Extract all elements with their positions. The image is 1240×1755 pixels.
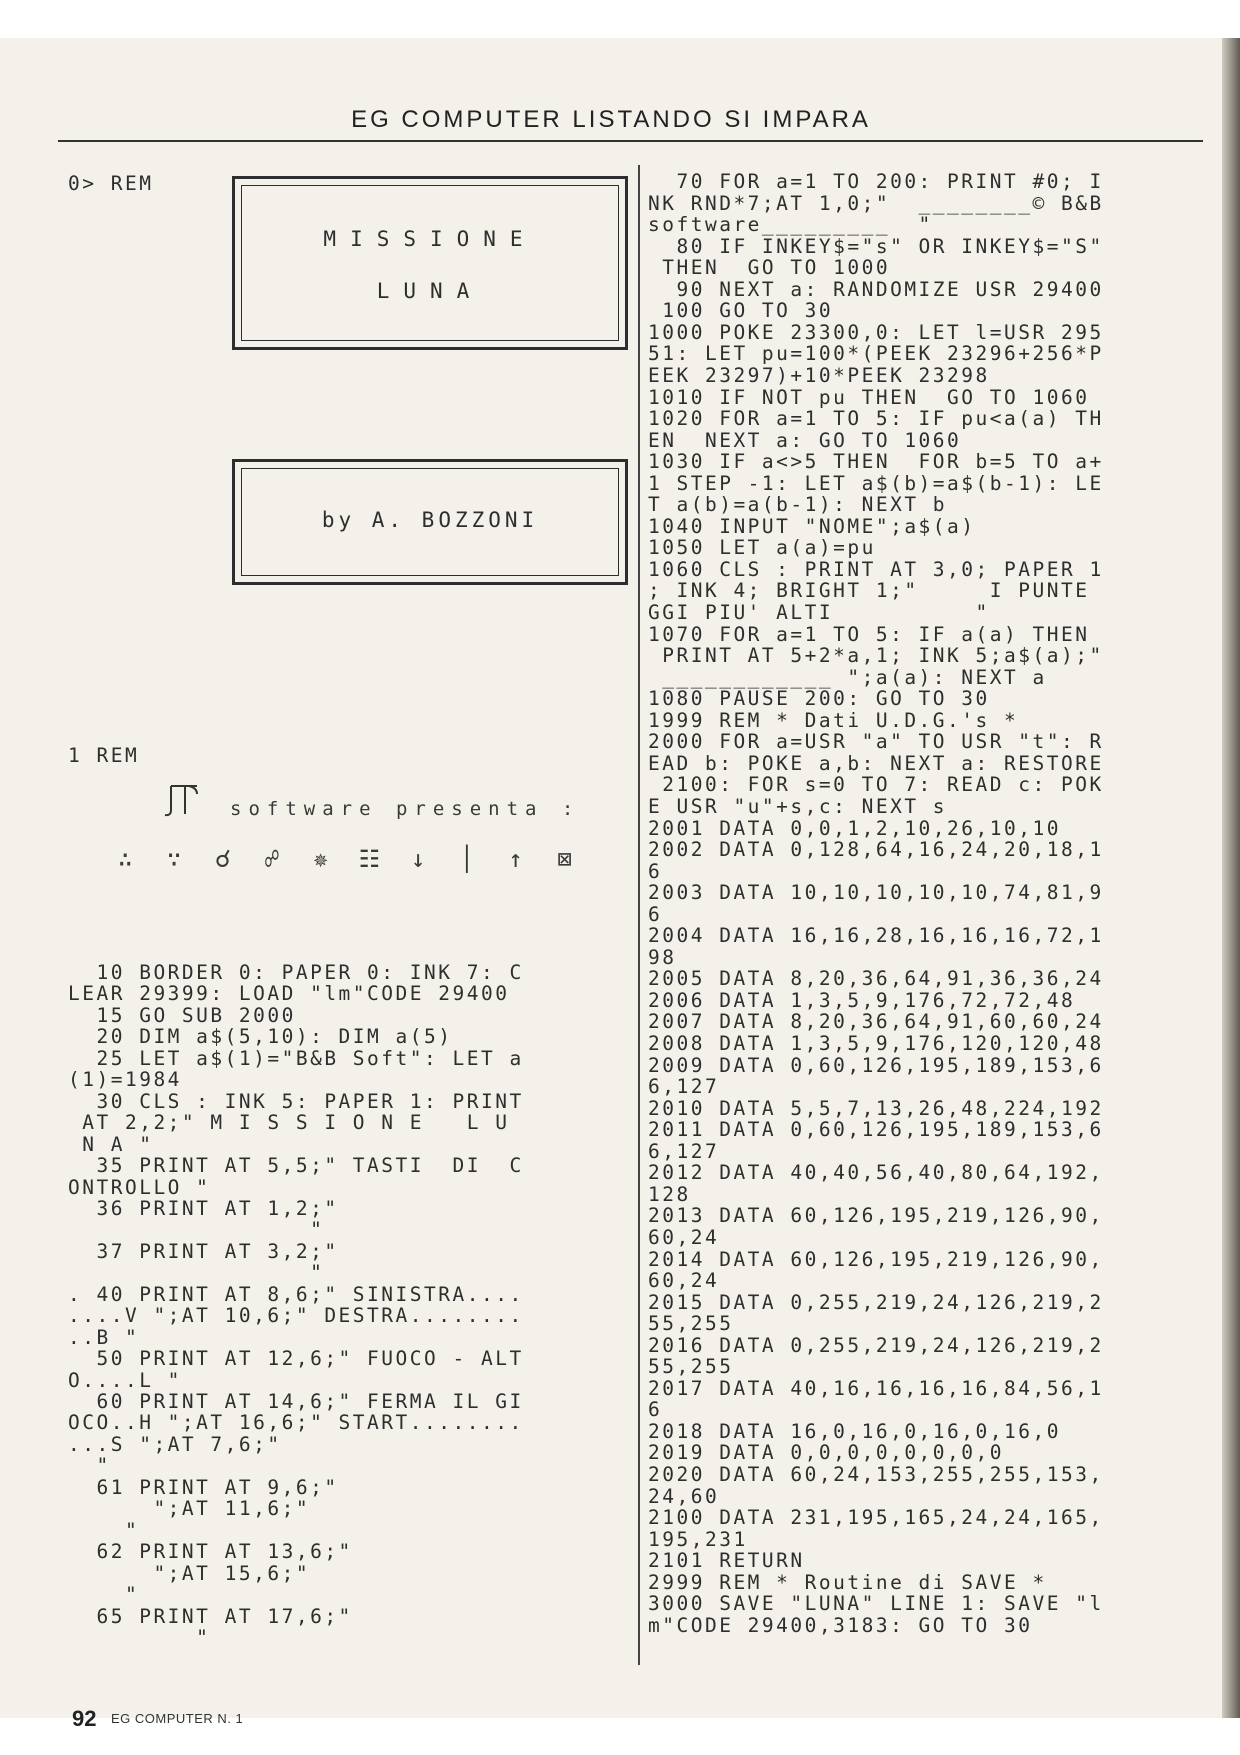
code-line: " xyxy=(68,1261,325,1285)
code-line: 2014 DATA 60,126,195,219,126,90, xyxy=(648,1247,1104,1271)
code-line: 2999 REM * Routine di SAVE * xyxy=(648,1570,1047,1594)
code-line: 65 PRINT AT 17,6;" xyxy=(68,1604,353,1628)
code-line: 60,24 xyxy=(648,1225,720,1249)
code-line: 2001 DATA 0,0,1,2,10,26,10,10 xyxy=(648,816,1061,840)
title-box-inner-border xyxy=(241,185,619,341)
author-box xyxy=(232,459,628,585)
code-line: 90 NEXT a: RANDOMIZE USR 29400 xyxy=(648,277,1104,301)
code-line: 6 xyxy=(648,1398,663,1422)
code-line: 2005 DATA 8,20,36,64,91,36,36,24 xyxy=(648,967,1104,991)
ship-right-icon: ☍ xyxy=(264,845,280,873)
code-line: ..B " xyxy=(68,1325,140,1349)
code-line: 80 IF INKEY$="s" OR INKEY$="S" xyxy=(648,234,1104,258)
footer-page-number: 92 xyxy=(72,1706,97,1731)
code-line: 2012 DATA 40,40,56,40,80,64,192, xyxy=(648,1161,1104,1185)
code-line: m"CODE 29400,3183: GO TO 30 xyxy=(648,1613,1033,1637)
code-line: 35 PRINT AT 5,5;" TASTI DI C xyxy=(68,1154,524,1178)
code-line: OCO..H ";AT 16,6;" START........ xyxy=(68,1411,524,1435)
rocket-right-icon: ∵ xyxy=(166,845,182,873)
code-line: AT 2,2;" M I S S I O N E L U xyxy=(68,1111,510,1135)
code-line: PRINT AT 5+2*a,1; INK 5;a$(a);" xyxy=(648,644,1104,668)
code-line: ...S ";AT 7,6;" xyxy=(68,1432,282,1456)
code-line: " xyxy=(68,1454,111,1478)
code-line: 1050 LET a(a)=pu xyxy=(648,536,876,560)
code-line: GGI PIU' ALTI " xyxy=(648,601,990,624)
software-presenta-text: software presenta : xyxy=(230,798,581,820)
code-line: 2100: FOR s=0 TO 7: READ c: POK xyxy=(648,773,1104,797)
code-line: O....L " xyxy=(68,1368,182,1392)
code-line: 6 xyxy=(648,859,663,883)
code-line: THEN GO TO 1000 xyxy=(648,256,891,280)
code-line: 6,127 xyxy=(648,1139,720,1163)
code-line: 20 DIM a$(5,10): DIM a(5) xyxy=(68,1025,453,1049)
code-line: 2006 DATA 1,3,5,9,176,72,72,48 xyxy=(648,988,1076,1012)
code-line: ; INK 4; BRIGHT 1;" I PUNTE xyxy=(648,579,1090,603)
jt-software-logo xyxy=(163,782,203,818)
code-line: 1080 PAUSE 200: GO TO 30 xyxy=(648,687,990,711)
code-line: 2008 DATA 1,3,5,9,176,120,120,48 xyxy=(648,1032,1104,1055)
code-line: 1040 INPUT "NOME";a$(a) xyxy=(648,514,976,538)
title-box xyxy=(232,176,628,350)
ship-left-icon: ☌ xyxy=(215,845,231,873)
code-line: 55,255 xyxy=(648,1355,734,1379)
code-line: 2004 DATA 16,16,28,16,16,16,72,1 xyxy=(648,924,1104,948)
code-line: software_________ " xyxy=(648,213,933,237)
code-line: 60,24 xyxy=(648,1269,720,1293)
code-line: 2019 DATA 0,0,0,0,0,0,0,0 xyxy=(648,1441,1004,1465)
title-box-line2: LUNA xyxy=(376,279,484,303)
code-line: ....V ";AT 10,6;" DESTRA........ xyxy=(68,1304,524,1328)
code-line: 3000 SAVE "LUNA" LINE 1: SAVE "l xyxy=(648,1592,1104,1616)
code-line: ";AT 15,6;" xyxy=(68,1561,311,1585)
page-spine-shadow xyxy=(1222,38,1240,1718)
code-line: 2013 DATA 60,126,195,219,126,90, xyxy=(648,1204,1104,1228)
code-line: 1 STEP -1: LET a$(b)=a$(b-1): LE xyxy=(648,471,1104,495)
code-line: 2002 DATA 0,128,64,16,24,20,18,1 xyxy=(648,838,1104,862)
code-line: 100 GO TO 30 xyxy=(648,299,834,323)
code-line: 24,60 xyxy=(648,1484,720,1508)
code-line: E USR "u"+s,c: NEXT s xyxy=(648,794,948,818)
code-line: 2016 DATA 0,255,219,24,126,219,2 xyxy=(648,1333,1104,1357)
code-line: 62 PRINT AT 13,6;" xyxy=(68,1540,353,1564)
code-line: 6,127 xyxy=(648,1075,720,1099)
code-line: EEK 23297)+10*PEEK 23298 xyxy=(648,363,990,387)
code-line: 55,255 xyxy=(648,1312,734,1336)
code-line: 6 xyxy=(648,902,663,926)
code-line: 30 CLS : INK 5: PAPER 1: PRINT xyxy=(68,1089,524,1113)
header-rule xyxy=(58,140,1203,142)
code-line: T a(b)=a(b-1): NEXT b xyxy=(648,493,948,517)
code-line: 2100 DATA 231,195,165,24,24,165, xyxy=(648,1506,1104,1530)
rocket-left-icon: ∴ xyxy=(118,845,133,873)
code-line: LEAR 29399: LOAD "lm"CODE 29400 xyxy=(68,982,510,1006)
code-line: 25 LET a$(1)="B&B Soft": LET a xyxy=(68,1046,524,1070)
code-line: ONTROLLO " xyxy=(68,1175,211,1199)
code-line: 70 FOR a=1 TO 200: PRINT #0; I xyxy=(648,170,1104,193)
code-line: 1020 FOR a=1 TO 5: IF pu<a(a) TH xyxy=(648,407,1104,431)
code-line: 37 PRINT AT 3,2;" xyxy=(68,1239,339,1263)
code-line: 60 PRINT AT 14,6;" FERMA IL GI xyxy=(68,1390,524,1413)
code-line: 61 PRINT AT 9,6;" xyxy=(68,1475,339,1499)
base-icon: ☷ xyxy=(358,845,381,873)
udg-graphics-row xyxy=(110,843,580,875)
code-line: 51: LET pu=100*(PEEK 23296+256*P xyxy=(648,342,1104,366)
down-arrow-icon: ↓ xyxy=(410,845,426,873)
code-line: 2011 DATA 0,60,126,195,189,153,6 xyxy=(648,1118,1104,1142)
rem-line-0: 0> REM xyxy=(68,172,154,195)
up-arrow-icon: ↑ xyxy=(508,845,523,873)
code-line: 195,231 xyxy=(648,1527,748,1551)
code-line: 36 PRINT AT 1,2;" xyxy=(68,1196,339,1220)
author-box-text: by A. BOZZONI xyxy=(321,508,539,532)
code-line: 1000 POKE 23300,0: LET l=USR 295 xyxy=(648,320,1104,344)
rem-line-1: 1 REM xyxy=(68,744,140,767)
code-line: NK RND*7;AT 1,0;" ________© B&B xyxy=(648,191,1104,215)
crossed-box-icon: ⊠ xyxy=(557,845,572,873)
code-line: 1010 IF NOT pu THEN GO TO 1060 xyxy=(648,385,1090,409)
column-divider xyxy=(638,165,640,1665)
code-line: 2101 RETURN xyxy=(648,1549,805,1573)
code-line: 128 xyxy=(648,1182,691,1206)
code-line: 1060 CLS : PRINT AT 3,0; PAPER 1 xyxy=(648,557,1104,581)
code-line: 1999 REM * Dati U.D.G.'s * xyxy=(648,708,1019,732)
code-line: 2000 FOR a=USR "a" TO USR "t": R xyxy=(648,730,1104,754)
code-line: 2017 DATA 40,16,16,16,16,84,56,1 xyxy=(648,1376,1104,1400)
code-line: 15 GO SUB 2000 xyxy=(68,1003,296,1027)
code-line: N A " xyxy=(68,1132,154,1156)
code-line: " xyxy=(68,1583,140,1607)
code-line: ";AT 11,6;" xyxy=(68,1497,311,1521)
code-line: " xyxy=(68,1625,211,1649)
code-line: EAD b: POKE a,b: NEXT a: RESTORE xyxy=(648,751,1104,775)
code-line: . 40 PRINT AT 8,6;" SINISTRA.... xyxy=(68,1282,524,1306)
code-line: 1030 IF a<>5 THEN FOR b=5 TO a+ xyxy=(648,450,1104,474)
code-line: 2007 DATA 8,20,36,64,91,60,60,24 xyxy=(648,1010,1104,1034)
code-line: 98 xyxy=(648,945,677,969)
code-line: 2009 DATA 0,60,126,195,189,153,6 xyxy=(648,1053,1104,1077)
alien-icon: ✵ xyxy=(313,845,328,873)
code-line: 2020 DATA 60,24,153,255,255,153, xyxy=(648,1463,1104,1486)
code-line: " xyxy=(68,1518,140,1542)
code-line: 2015 DATA 0,255,219,24,126,219,2 xyxy=(648,1290,1104,1314)
bar-icon: │ xyxy=(459,845,475,873)
code-line: 1070 FOR a=1 TO 5: IF a(a) THEN xyxy=(648,622,1090,646)
code-line: 2010 DATA 5,5,7,13,26,48,224,192 xyxy=(648,1096,1104,1120)
code-line: ____________ ";a(a): NEXT a xyxy=(648,665,1047,689)
code-line: EN NEXT a: GO TO 1060 xyxy=(648,428,962,452)
title-box-line1: MISSIONE xyxy=(323,227,537,251)
code-line: 2003 DATA 10,10,10,10,10,74,81,9 xyxy=(648,881,1104,905)
code-line: " xyxy=(68,1218,325,1242)
footer-magazine-name: EG COMPUTER N. 1 xyxy=(111,1711,244,1726)
code-line: 2018 DATA 16,0,16,0,16,0,16,0 xyxy=(648,1419,1061,1443)
code-line: (1)=1984 xyxy=(68,1068,182,1092)
code-line: 50 PRINT AT 12,6;" FUOCO - ALT xyxy=(68,1347,524,1371)
code-line: 10 BORDER 0: PAPER 0: INK 7: C xyxy=(68,961,524,984)
page-header-title: EG COMPUTER LISTANDO SI IMPARA xyxy=(351,106,871,133)
